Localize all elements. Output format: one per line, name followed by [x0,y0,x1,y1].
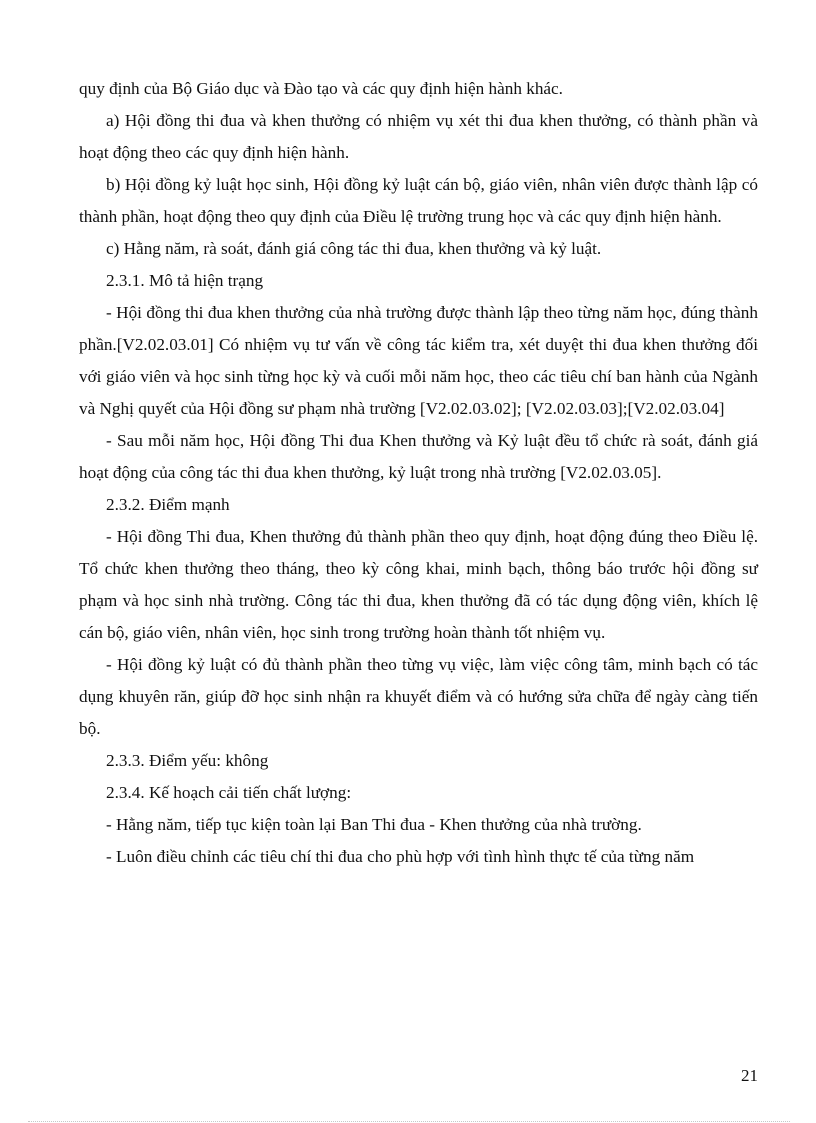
section-heading-current-state: 2.3.1. Mô tả hiện trạng [106,271,264,290]
paragraph-item-a: a) Hội đồng thi đua và khen thưởng có nhiệm vụ xét thi đua khen thưởng, có thành phần và hoạt động theo các quy định hiện hành. [79,111,758,162]
section-heading-improvement-plan: 2.3.4. Kế hoạch cải tiến chất lượng: [106,783,352,802]
page-body [79,73,758,873]
paragraph-strength-2: - Hội đồng kỷ luật có đủ thành phần theo từng vụ việc, làm việc công tâm, minh bạch có tác dụng khuyên răn, giúp đỡ học sinh nhận ra khuyết điểm và có hướng sửa chữa để ngày càng tiến bộ. [79,655,758,738]
paragraph-continuation: quy định của Bộ Giáo dục và Đào tạo và các quy định hiện hành khác. [79,79,563,98]
page-number: 21 [741,1066,758,1085]
paragraph-current-state-2: - Sau mỗi năm học, Hội đồng Thi đua Khen thưởng và Kỷ luật đều tổ chức rà soát, đánh giá hoạt động của công tác thi đua khen thưởng, kỷ luật trong nhà trường [V2.02.03.05]. [79,431,758,482]
page-bottom-divider [28,1121,790,1122]
section-heading-strengths: 2.3.2. Điểm mạnh [106,495,230,514]
paragraph-plan-2: - Luôn điều chỉnh các tiêu chí thi đua cho phù hợp với tình hình thực tế của từng năm [106,847,695,866]
section-heading-weaknesses: 2.3.3. Điểm yếu: không [106,751,269,770]
paragraph-item-c: c) Hằng năm, rà soát, đánh giá công tác thi đua, khen thưởng và kỷ luật. [106,239,602,258]
paragraph-item-b: b) Hội đồng kỷ luật học sinh, Hội đồng kỷ luật cán bộ, giáo viên, nhân viên được thành lập có thành phần, hoạt động theo quy định của Điều lệ trường trung học và các quy định hiện hành. [79,175,758,226]
paragraph-strength-1: - Hội đồng Thi đua, Khen thưởng đủ thành phần theo quy định, hoạt động đúng theo Điều lệ. Tổ chức khen thưởng theo tháng, theo kỳ công khai, minh bạch, thông báo trước hội đồng sư phạm và học sinh nhà trường. Công tác thi đua, khen thưởng đã có tác dụng động viên, khích lệ cán bộ, giáo viên, nhân viên, học sinh trong trường hoàn thành tốt nhiệm vụ. [79,527,758,642]
paragraph-current-state-1: - Hội đồng thi đua khen thưởng của nhà trường được thành lập theo từng năm học, đúng thành phần.[V2.02.03.01] Có nhiệm vụ tư vấn về công tác kiểm tra, xét duyệt thi đua khen thưởng đối với giáo viên và học sinh từng học kỳ và cuối mỗi năm học, theo các tiêu chí ban hành của Ngành và Nghị quyết của Hội đồng sư phạm nhà trường [V2.02.03.02]; [V2.02.03.03];[V2.02.03.04] [79,303,758,418]
paragraph-plan-1: - Hằng năm, tiếp tục kiện toàn lại Ban Thi đua - Khen thưởng của nhà trường. [106,815,642,834]
